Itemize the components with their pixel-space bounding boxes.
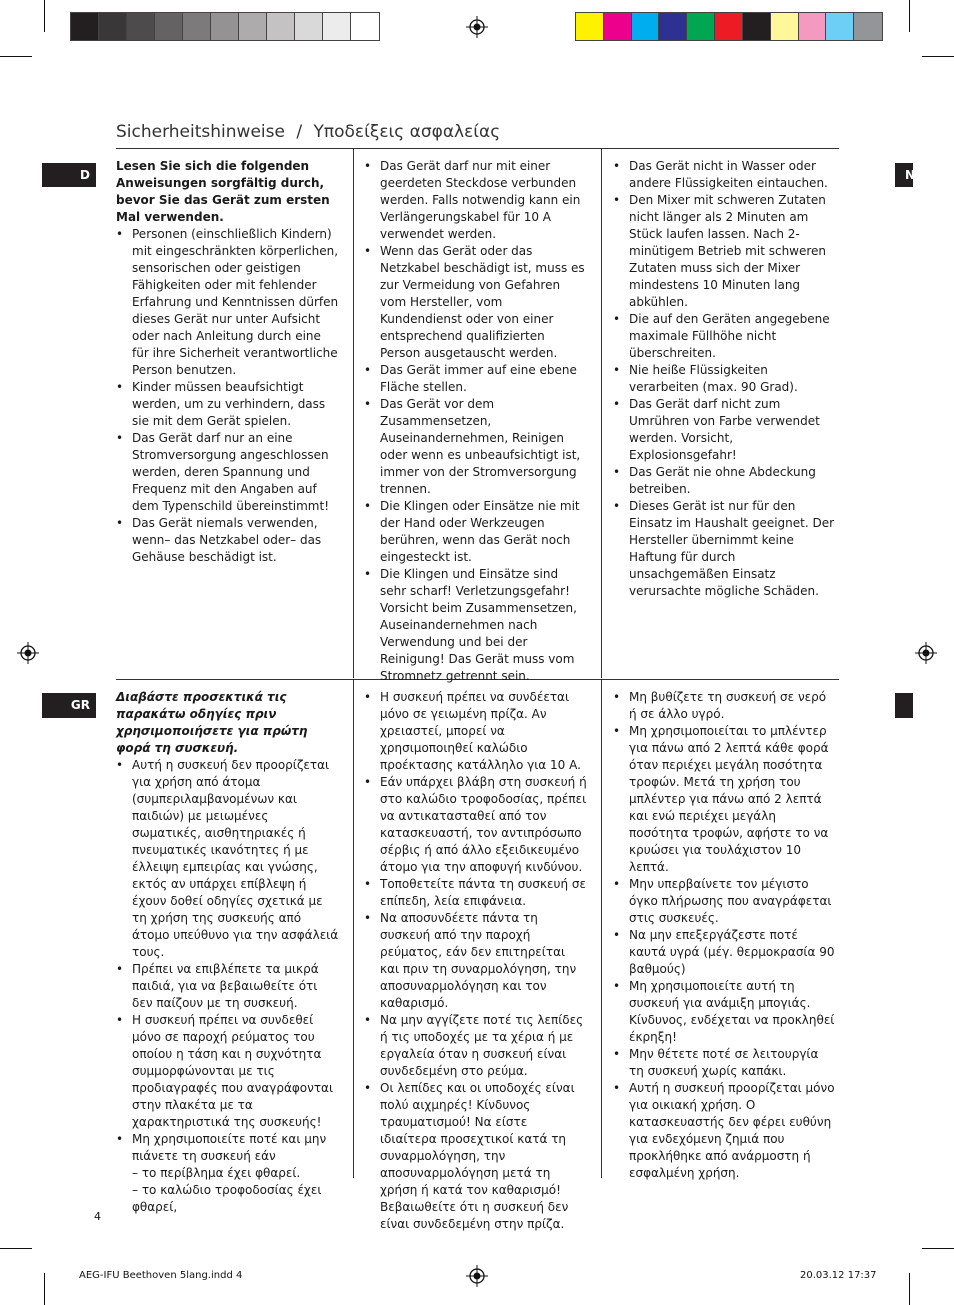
color-swatch	[604, 13, 632, 40]
color-swatch	[71, 13, 99, 40]
list-item: • Μη χρησιμοποιείτε αυτή τη συσκευή για ανάμιξη μπογιάς. Κίνδυνος, ενδέχεται να προκληθεί έκρηξη!	[613, 978, 836, 1046]
registration-mark-icon	[466, 1265, 488, 1287]
list-item: • Μην υπερβαίνετε τον μέγιστο όγκο πλήρωσης που αναγράφεται στις συσκευές.	[613, 876, 836, 927]
list-item: • Personen (einschließlich Kindern) mit eingeschränkten körperlichen, sensorischen oder geistigen Fähigkeiten oder mit fehlender Erfahrung und Kenntnissen dürfen dieses Gerät nur unter Aufsicht oder nach Anleitung durch eine für ihre Sicherheit verantwortliche Person benutzen.	[116, 226, 339, 379]
list-item: • Wenn das Gerät oder das Netzkabel beschädigt ist, muss es zur Vermeidung von Gefahren vom Hersteller, vom Kundendienst oder von einer entsprechend qualifizierten Person ausgetauscht werden.	[364, 243, 587, 362]
de-list-3	[613, 158, 836, 600]
color-swatch	[99, 13, 127, 40]
list-item: • Πρέπει να επιβλέπετε τα μικρά παιδιά, για να βεβαιωθείτε ότι δεν παίζουν με τη συσκευή.	[116, 961, 339, 1012]
list-item: • Τοποθετείτε πάντα τη συσκευή σε επίπεδη, λεία επιφάνεια.	[364, 876, 587, 910]
header-rule	[116, 148, 839, 149]
crop-mark	[909, 1273, 910, 1305]
color-calibration-bar	[575, 12, 883, 41]
list-item: • Das Gerät nie ohne Abdeckung betreiben.	[613, 464, 836, 498]
gr-column-2	[364, 689, 587, 1233]
color-swatch	[632, 13, 660, 40]
de-list-2	[364, 158, 587, 685]
language-tab-gr: GR	[42, 693, 96, 718]
list-item: • Nie heiße Flüssigkeiten verarbeiten (max. 90 Grad).	[613, 362, 836, 396]
color-swatch	[826, 13, 854, 40]
color-swatch	[295, 13, 323, 40]
color-swatch	[239, 13, 267, 40]
list-item: • Μη χρησιμοποιείτε ποτέ και μην πιάνετε τη συσκευή εάν – το περίβλημα έχει φθαρεί. – το καλώδιο τροφοδοσίας έχει φθαρεί,	[116, 1131, 339, 1216]
list-item: • Das Gerät niemals verwenden, wenn– das Netzkabel oder– das Gehäuse beschädigt ist.	[116, 515, 339, 566]
color-swatch	[351, 13, 379, 40]
title-gr: Υποδείξεις ασφαλείας	[313, 122, 501, 142]
list-item: • Να μην αγγίζετε ποτέ τις λεπίδες ή τις υποδοχές με τα χέρια ή με εργαλεία όταν η συσκευή είναι συνδεδεμένη στο ρεύμα.	[364, 1012, 587, 1080]
crop-mark	[922, 56, 954, 57]
list-item: • Μη χρησιμοποιείται το μπλέντερ για πάνω από 2 λεπτά κάθε φορά όταν περιέχει μεγάλη ποσότητα τροφών. Μετά τη χρήση του μπλέντερ για πάνω από 2 λεπτά και ενώ περιέχει μεγάλη ποσότητα τροφών, αφήστε το να κρυώσει για τουλάχιστον 10 λεπτά.	[613, 723, 836, 876]
registration-mark-icon	[466, 16, 488, 38]
title-de: Sicherheitshinweise	[116, 122, 285, 142]
gr-list-2	[364, 689, 587, 1233]
crop-mark	[0, 1248, 32, 1249]
list-item: • Die auf den Geräten angegebene maximale Füllhöhe nicht überschreiten.	[613, 311, 836, 362]
crop-mark	[44, 0, 45, 32]
color-swatch	[687, 13, 715, 40]
title-separator: /	[296, 122, 303, 142]
list-item: • Das Gerät darf nicht zum Umrühren von Farbe verwendet werden. Vorsicht, Explosionsgefahr!	[613, 396, 836, 464]
list-item: • Das Gerät darf nur an eine Stromversorgung angeschlossen werden, deren Spannung und Frequenz mit den Angaben auf dem Typenschild übereinstimmt!	[116, 430, 339, 515]
footer-file: AEG-IFU Beethoven 5lang.indd 4	[79, 1270, 243, 1281]
color-swatch	[576, 13, 604, 40]
page-title	[116, 122, 500, 142]
de-list-1	[116, 226, 339, 566]
list-item: • Η συσκευή πρέπει να συνδέεται μόνο σε γειωμένη πρίζα. Αν χρειαστεί, μπορεί να χρησιμοποιηθεί καλώδιο προέκτασης κατάλληλο για 10 A.	[364, 689, 587, 774]
registration-mark-icon	[915, 642, 937, 664]
page-number: 4	[94, 1210, 101, 1223]
list-item: • Den Mixer mit schweren Zutaten nicht länger als 2 Minuten am Stück laufen lassen. Nach 2-minütigem Betrieb mit schweren Zutaten muss sich der Mixer mindestens 10 Minuten lang abkühlen.	[613, 192, 836, 311]
color-swatch	[659, 13, 687, 40]
gr-list-3	[613, 689, 836, 1182]
crop-mark	[0, 56, 32, 57]
crop-mark	[909, 0, 910, 32]
list-item: • Die Klingen oder Einsätze nie mit der Hand oder Werkzeugen berühren, wenn das Gerät noch eingesteckt ist.	[364, 498, 587, 566]
column-divider	[601, 148, 602, 678]
column-divider	[353, 680, 354, 1178]
color-swatch	[183, 13, 211, 40]
list-item: • Να μην επεξεργάζεστε ποτέ καυτά υγρά (μέγ. θερμοκρασία 90 βαθμούς)	[613, 927, 836, 978]
list-item: • Να αποσυνδέετε πάντα τη συσκευή από την παροχή ρεύματος, εάν δεν επιτηρείται και πριν τη συναρμολόγηση, την αποσυναρμολόγηση και τον καθαρισμό.	[364, 910, 587, 1012]
color-swatch	[127, 13, 155, 40]
color-swatch	[743, 13, 771, 40]
color-swatch	[771, 13, 799, 40]
list-item: • Μην θέτετε ποτέ σε λειτουργία τη συσκευή χωρίς καπάκι.	[613, 1046, 836, 1080]
color-swatch	[267, 13, 295, 40]
list-item: • Μη βυθίζετε τη συσκευή σε νερό ή σε άλλο υγρό.	[613, 689, 836, 723]
list-item: • Kinder müssen beaufsichtigt werden, um zu verhindern, dass sie mit dem Gerät spielen.	[116, 379, 339, 430]
gr-column-1	[116, 689, 339, 1216]
color-swatch	[211, 13, 239, 40]
crop-mark	[44, 1273, 45, 1305]
column-divider	[353, 148, 354, 678]
de-column-1	[116, 158, 339, 566]
de-intro: Lesen Sie sich die folgenden Anweisungen sorgfältig durch, bevor Sie das Gerät zum ersten Mal verwenden.	[116, 159, 330, 224]
color-swatch	[323, 13, 351, 40]
gr-column-3	[613, 689, 836, 1182]
list-item: • Das Gerät nicht in Wasser oder andere Flüssigkeiten eintauchen.	[613, 158, 836, 192]
list-item: • Das Gerät immer auf eine ebene Fläche stellen.	[364, 362, 587, 396]
registration-mark-icon	[17, 642, 39, 664]
color-swatch	[715, 13, 743, 40]
footer-date: 20.03.12 17:37	[800, 1270, 877, 1281]
crop-mark	[922, 1248, 954, 1249]
list-item: • Das Gerät vor dem Zusammensetzen, Auseinandernehmen, Reinigen oder wenn es unbeaufsichtigt ist, immer von der Stromversorgung trennen.	[364, 396, 587, 498]
list-item: • Αυτή η συσκευή δεν προορίζεται για χρήση από άτομα (συμπεριλαμβανομένων και παιδιών) με μειωμένες σωματικές, αισθητηριακές ή πνευματικές ικανότητες ή με έλλειψη εμπειρίας και γνώσης, εκτός αν υπάρχει επίβλεψη ή έχουν δοθεί οδηγίες σχετικά με τη χρήση της συσκευής από άτομο υπεύθυνο για την ασφάλειά τους.	[116, 757, 339, 961]
language-tab-de: D	[42, 163, 96, 187]
list-item: • Das Gerät darf nur mit einer geerdeten Steckdose verbunden werden. Falls notwendig kann ein Verlängerungskabel für 10 A verwendet werden.	[364, 158, 587, 243]
list-item: • Οι λεπίδες και οι υποδοχές είναι πολύ αιχμηρές! Κίνδυνος τραυματισμού! Να είστε ιδιαίτερα προσεχτικοί κατά τη συναρμολόγηση, την αποσυναρμολόγηση μετά τη χρήση ή κατά τον καθαρισμό! Βεβαιωθείτε ότι η συσκευή δεν είναι συνδεδεμένη στην πρίζα.	[364, 1080, 587, 1233]
de-column-2	[364, 158, 587, 685]
grayscale-calibration-bar	[70, 12, 380, 41]
list-item: • Η συσκευή πρέπει να συνδεθεί μόνο σε παροχή ρεύματος του οποίου η τάση και η συχνότητα συμμορφώνονται με τις προδιαγραφές που αναγράφονται στην πλακέτα με τα χαρακτηριστικά της συσκευής!	[116, 1012, 339, 1131]
sub-item: – το περίβλημα έχει φθαρεί.	[132, 1166, 301, 1180]
language-tab-next-gr	[895, 693, 913, 718]
list-item: • Dieses Gerät ist nur für den Einsatz im Haushalt geeignet. Der Hersteller übernimmt keine Haftung für durch unsachgemäßen Einsatz verursachte mögliche Schäden.	[613, 498, 836, 600]
sub-item: – το καλώδιο τροφοδοσίας έχει φθαρεί,	[132, 1183, 322, 1214]
column-divider	[601, 680, 602, 1178]
color-swatch	[799, 13, 827, 40]
list-item: • Εάν υπάρχει βλάβη στη συσκευή ή στο καλώδιο τροφοδοσίας, πρέπει να αντικατασταθεί από τον κατασκευαστή, τον αντιπρόσωπο σέρβις ή από άλλο εξειδικευμένο άτομο για την αποφυγή κινδύνου.	[364, 774, 587, 876]
de-column-3	[613, 158, 836, 600]
list-item: • Die Klingen und Einsätze sind sehr scharf! Verletzungsgefahr! Vorsicht beim Zusammensetzen, Auseinandernehmen nach Verwendung und bei der Reinigung! Das Gerät muss vom Stromnetz getrennt sein.	[364, 566, 587, 685]
language-tab-next: N	[895, 163, 913, 187]
color-swatch	[155, 13, 183, 40]
gr-list-1	[116, 757, 339, 1216]
color-swatch	[854, 13, 882, 40]
gr-intro: Διαβάστε προσεκτικά τις παρακάτω οδηγίες πριν χρησιμοποιήσετε για πρώτη φορά τη συσκευή.	[116, 690, 308, 755]
list-item: • Αυτή η συσκευή προορίζεται μόνο για οικιακή χρήση. Ο κατασκευαστής δεν φέρει ευθύνη για ενδεχόμενη ζημιά που προκλήθηκε από ανάρμοστη ή εσφαλμένη χρήση.	[613, 1080, 836, 1182]
